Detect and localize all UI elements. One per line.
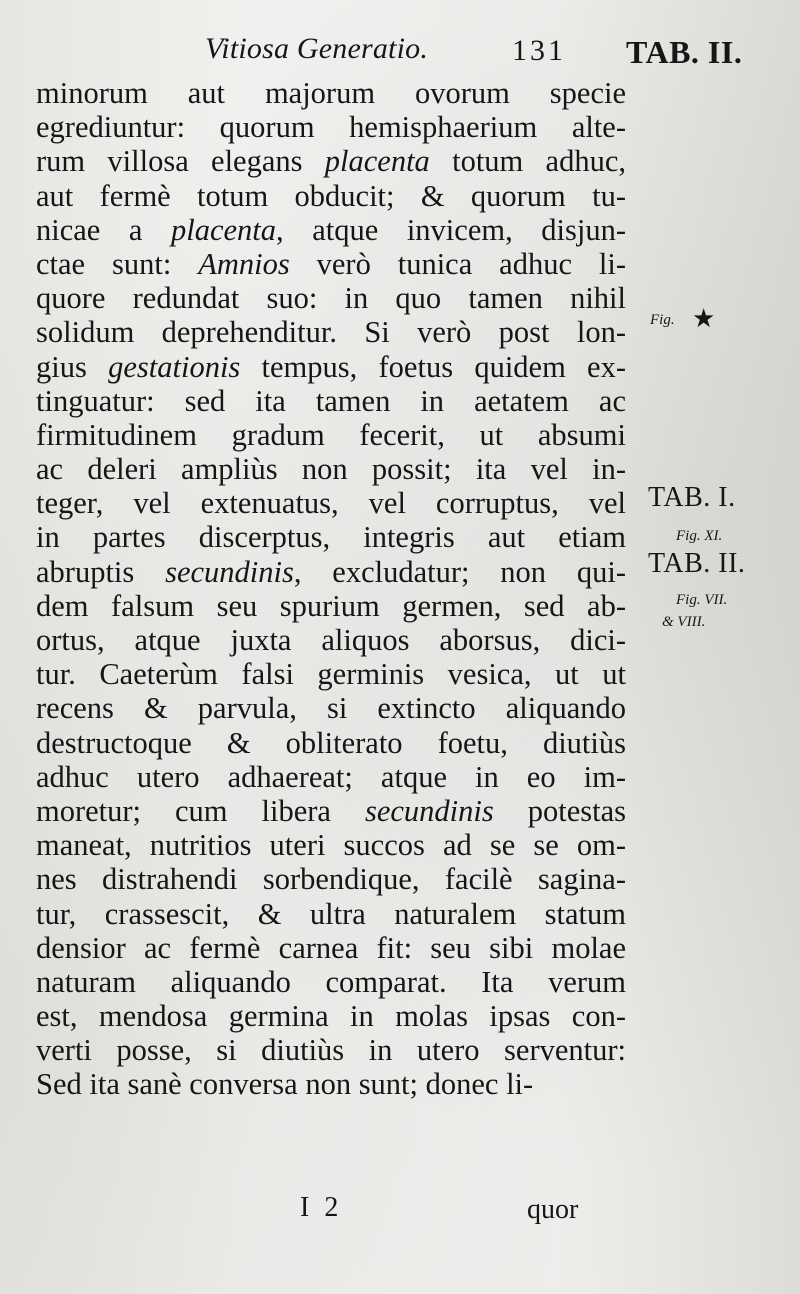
text-line: dem falsum seu spurium germen, sed ab- [36, 588, 626, 623]
running-title: Vitiosa Generatio. [205, 32, 429, 65]
text-line: densior ac fermè carnea fit: seu sibi molae [36, 930, 626, 965]
signature-mark: I 2 [300, 1192, 343, 1223]
text-line: ctae sunt: Amnios verò tunica adhuc li- [36, 246, 626, 281]
text-line: nicae a placenta, atque invicem, disjun- [36, 212, 626, 247]
italic-term: secundinis [364, 793, 494, 828]
text-line: gius gestationis tempus, foetus quidem ex- [36, 349, 627, 384]
text-line: naturam aliquando comparat. Ita verum [36, 964, 626, 999]
catchword: quor [527, 1194, 579, 1225]
page-number: 131 [512, 34, 566, 67]
text-line: rum villosa elegans placenta totum adhuc, [36, 144, 627, 179]
text-line: moretur; cum libera secundinis potestas [36, 793, 626, 828]
margin-fig-eleven: Fig. XI. [676, 528, 723, 544]
margin-tab-one: TAB. I. [648, 482, 736, 513]
text-line: est, mendosa germina in molas ipsas con- [36, 999, 626, 1034]
margin-fig-eight: & VIII. [662, 614, 706, 630]
text-line: egrediuntur: quorum hemisphaerium alte- [36, 110, 626, 145]
text-line: destructoque & obliterato foetu, diutiùs [36, 725, 626, 760]
text-line: Sed ita sanè conversa non sunt; donec li- [36, 1067, 534, 1102]
text-line: tur. Caeterùm falsi germinis vesica, ut ut [36, 657, 626, 692]
text-line: tinguatur: sed ita tamen in aetatem ac [36, 383, 626, 418]
text-line: abruptis secundinis, excludatur; non qui- [36, 554, 626, 589]
text-line: teger, vel extenuatus, vel corruptus, vel [36, 486, 626, 521]
text-line: ortus, atque juxta aliquos aborsus, dici- [36, 623, 626, 657]
body-text [36, 76, 626, 1102]
italic-term: gestationis [108, 349, 241, 384]
text-line: recens & parvula, si extincto aliquando [36, 691, 626, 726]
text-line: in partes discerptus, integris aut etiam [36, 520, 626, 555]
italic-term: secundinis [165, 554, 294, 589]
italic-term: placenta [324, 144, 430, 179]
text-line: minorum aut majorum ovorum specie [36, 76, 626, 110]
italic-term: placenta [171, 212, 277, 247]
text-line: adhuc utero adhaereat; atque in eo im- [36, 759, 626, 794]
margin-fig-seven: Fig. VII. [676, 592, 728, 608]
text-line: aut fermè totum obducit; & quorum tu- [36, 178, 626, 213]
text-line: verti posse, si diutiùs in utero serventur: [36, 1033, 626, 1068]
italic-term: Amnios [198, 246, 290, 281]
text-line: quore redundat suo: in quo tamen nihil [36, 281, 626, 316]
margin-fig-label: Fig. [650, 312, 675, 328]
text-line: maneat, nutritios uteri succos ad se se om- [36, 828, 626, 863]
star-icon: ★ [692, 304, 716, 333]
text-line: tur, crassescit, & ultra naturalem statum [36, 896, 626, 931]
text-line: ac deleri ampliùs non possit; ita vel in- [36, 452, 626, 487]
margin-tab-two: TAB. II. [648, 548, 746, 579]
text-line: solidum deprehenditur. Si verò post lon- [36, 315, 626, 350]
plate-reference: TAB. II. [626, 34, 743, 70]
text-line: firmitudinem gradum fecerit, ut absumi [36, 417, 626, 452]
text-line: nes distrahendi sorbendique, facilè sagina- [36, 862, 626, 897]
